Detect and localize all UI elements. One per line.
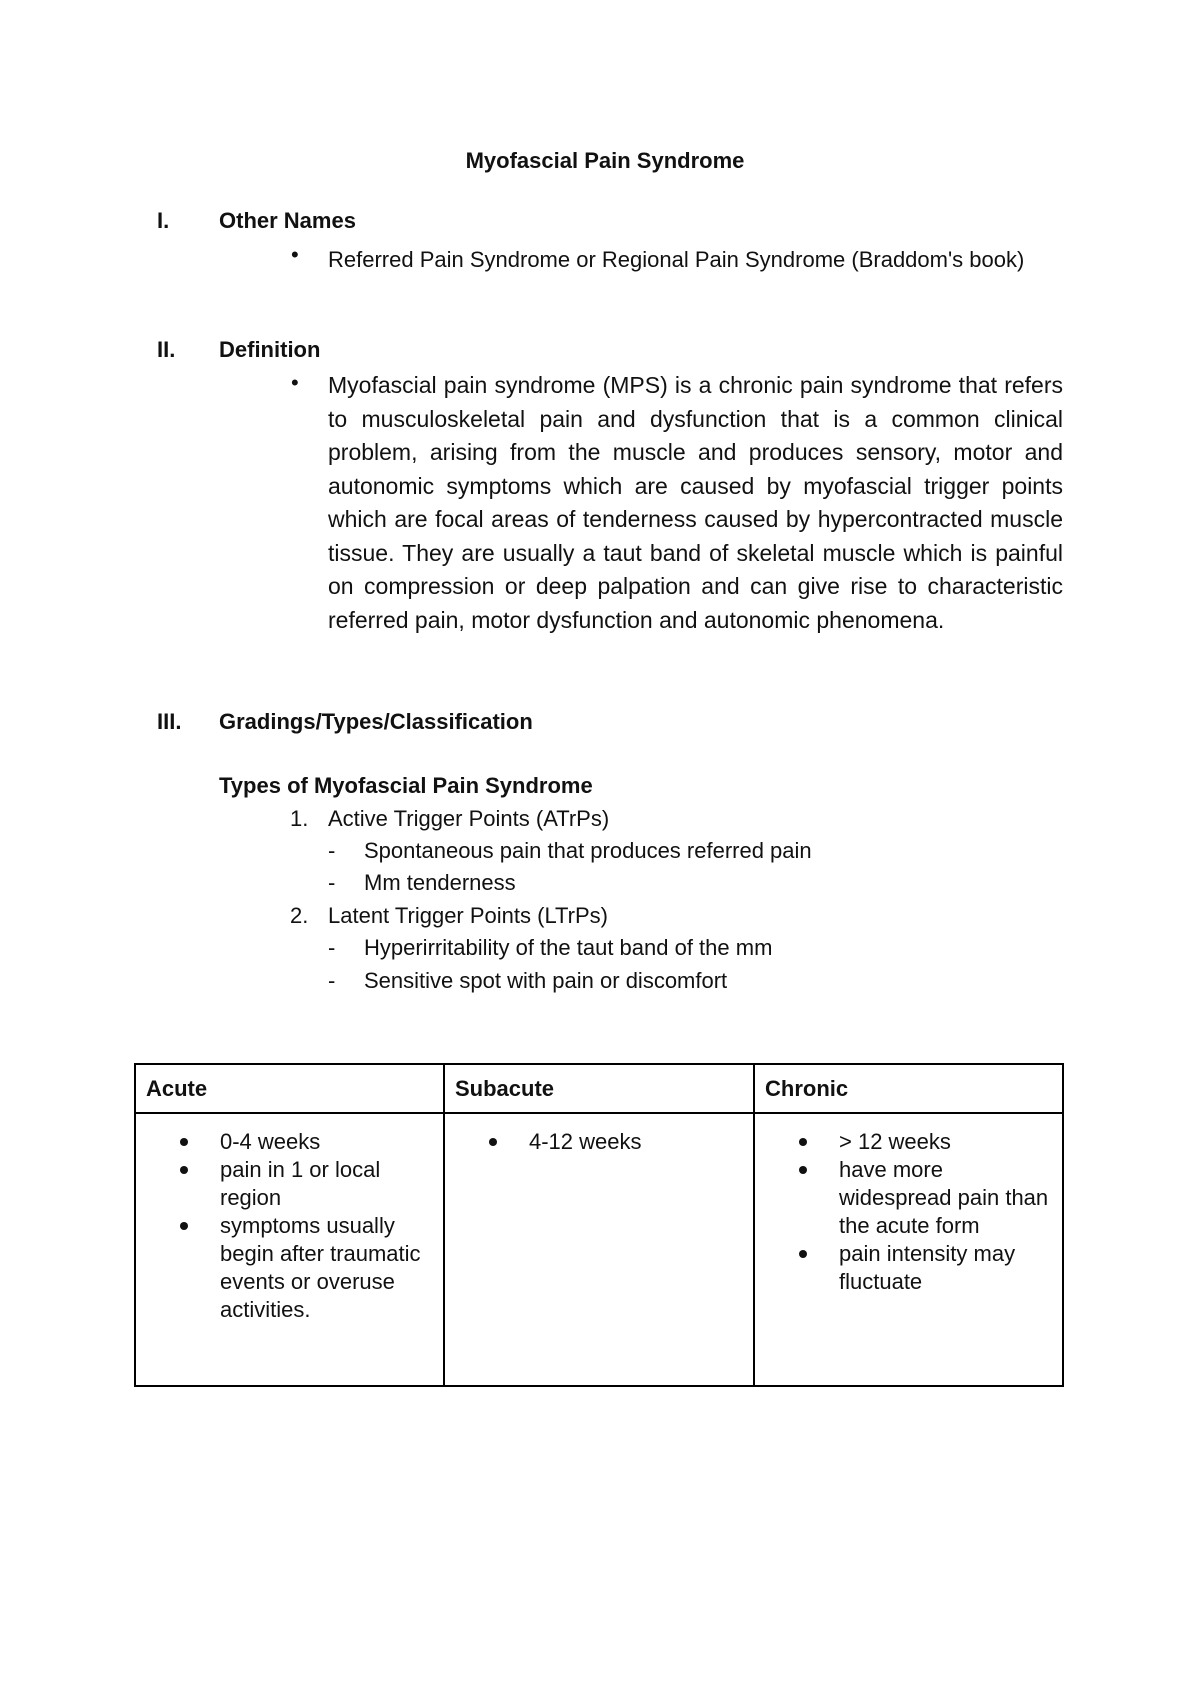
table-row xyxy=(135,1113,1063,1386)
sub-item: Mm tenderness xyxy=(364,870,516,895)
section-2-heading: Definition xyxy=(219,337,321,362)
other-names-text: Referred Pain Syndrome or Regional Pain Syndrome (Braddom's book) xyxy=(328,247,1025,272)
sub-item: Sensitive spot with pain or discomfort xyxy=(364,968,728,993)
dash-icon: - xyxy=(328,935,336,960)
dash-icon: - xyxy=(328,968,336,993)
types-heading: Types of Myofascial Pain Syndrome xyxy=(219,773,593,798)
subacute-cell xyxy=(444,1113,754,1386)
sub-item: Spontaneous pain that produces referred pain xyxy=(364,838,812,863)
bullet-icon: • xyxy=(291,370,299,395)
list-number: 1. xyxy=(290,806,309,831)
dash-icon: - xyxy=(328,870,336,895)
bullet-icon: • xyxy=(291,242,299,267)
header-subacute: Subacute xyxy=(444,1064,754,1113)
header-chronic: Chronic xyxy=(754,1064,1063,1113)
chronic-cell xyxy=(754,1113,1063,1386)
table-header-row xyxy=(135,1064,1063,1113)
sub-item: Hyperirritability of the taut band of the mm xyxy=(364,935,773,960)
classification-table xyxy=(134,1063,1064,1387)
document-title: Myofascial Pain Syndrome xyxy=(465,148,745,173)
list-item-label: Latent Trigger Points (LTrPs) xyxy=(328,903,608,928)
section-3-heading: Gradings/Types/Classification xyxy=(219,709,533,734)
list-item: 0-4 weeks xyxy=(136,1128,433,1156)
acute-list xyxy=(136,1128,433,1324)
section-1-number: I. xyxy=(157,208,170,233)
definition-text: Myofascial pain syndrome (MPS) is a chronic pain syndrome that refers to musculoskeletal pain and dysfunction that is a common clinical problem, arising from the muscle and produces sensory, motor and autonomic symptoms which are caused by myofascial trigger points which are focal areas of tenderness caused by hypercontracted muscle tissue. They are usually a taut band of skeletal muscle which is painful on compression or deep palpation and can give rise to characteristic referred pain, motor dysfunction and autonomic phenomena. xyxy=(328,372,1063,633)
list-item: pain intensity may fluctuate xyxy=(755,1240,1052,1296)
section-3-number: III. xyxy=(157,709,182,734)
list-item: have more widespread pain than the acute form xyxy=(755,1156,1052,1240)
list-item: > 12 weeks xyxy=(755,1128,1052,1156)
list-item: 4-12 weeks xyxy=(445,1128,743,1156)
list-item: pain in 1 or local region xyxy=(136,1156,433,1212)
subacute-list xyxy=(445,1128,743,1156)
acute-cell xyxy=(135,1113,444,1386)
section-2-number: II. xyxy=(157,337,176,362)
header-acute: Acute xyxy=(135,1064,444,1113)
chronic-list xyxy=(755,1128,1052,1296)
dash-icon: - xyxy=(328,838,336,863)
list-number: 2. xyxy=(290,903,309,928)
section-1-heading: Other Names xyxy=(219,208,356,233)
list-item: symptoms usually begin after traumatic events or overuse activities. xyxy=(136,1212,433,1324)
list-item-label: Active Trigger Points (ATrPs) xyxy=(328,806,610,831)
